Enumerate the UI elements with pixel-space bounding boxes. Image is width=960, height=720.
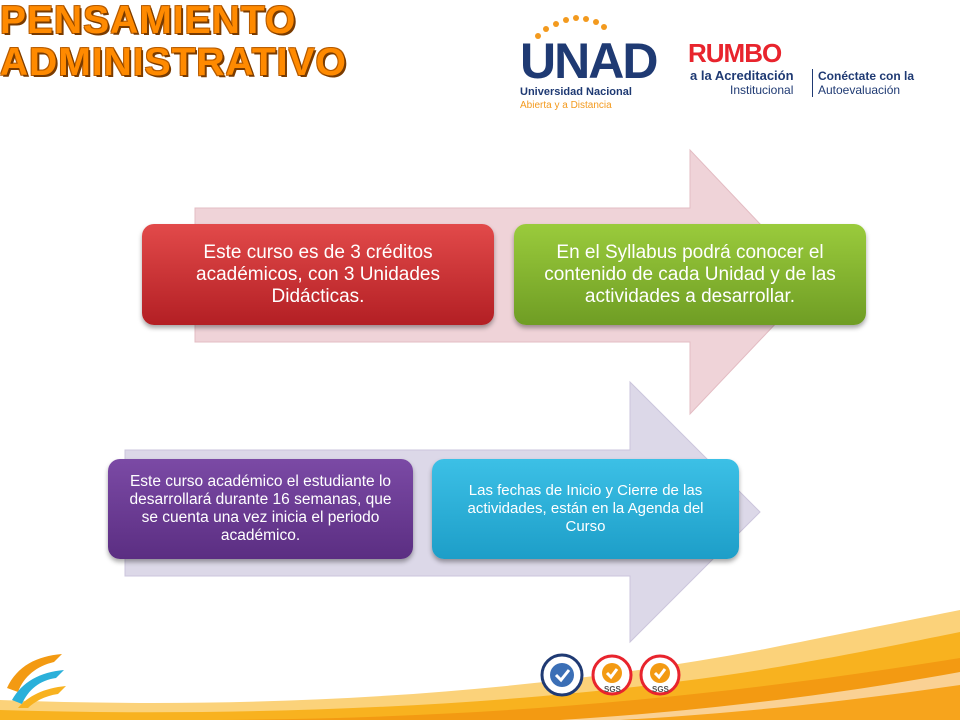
cert-seal-1 bbox=[540, 653, 584, 697]
rumbo-logo-name: RUMBO bbox=[688, 38, 782, 68]
top-step-2-box bbox=[514, 224, 866, 325]
cert-seal-3-label: SGS bbox=[652, 685, 669, 694]
rumbo-logo-line2: Institucional bbox=[730, 83, 794, 97]
bottom-step-2-text: Las fechas de Inicio y Cierre de las actividades, están en la Agenda del Curso bbox=[467, 482, 704, 535]
unad-logo-sub2: Abierta y a Distancia bbox=[520, 100, 612, 111]
unad-logo-name: UNAD bbox=[520, 33, 657, 89]
rumbo-logo-tag2: Autoevaluación bbox=[818, 83, 901, 97]
rumbo-logo-line1: a la Acreditación bbox=[690, 68, 794, 83]
top-step-1-box bbox=[142, 224, 494, 325]
unad-logo-sub1: Universidad Nacional bbox=[520, 86, 632, 98]
bottom-step-2-box bbox=[432, 459, 739, 559]
cert-seal-2-label: SGS bbox=[604, 685, 621, 694]
bottom-step-1-text: Este curso académico el estudiante lo desarrollará durante 16 semanas, que se cuenta una vez inicia el periodo académico. bbox=[129, 473, 392, 544]
rumbo-logo-tag1: Conéctate con la bbox=[818, 69, 915, 83]
corner-arrow-icon bbox=[2, 648, 72, 708]
bottom-swoosh bbox=[0, 560, 960, 720]
title-line-2: ADMINISTRATIVO bbox=[0, 41, 347, 84]
shield-seal-icon bbox=[540, 653, 584, 697]
top-step-1-text: Este curso es de 3 créditos académicos, con 3 Unidades Didácticas. bbox=[196, 241, 440, 307]
cert-seal-3 bbox=[638, 653, 682, 697]
title-line-1: PENSAMIENTO bbox=[0, 0, 297, 42]
top-step-2-text: En el Syllabus podrá conocer el contenido de cada Unidad y de las actividades a desarrollar. bbox=[544, 241, 836, 307]
bottom-step-1-box bbox=[108, 459, 413, 559]
cert-seal-2 bbox=[590, 653, 634, 697]
